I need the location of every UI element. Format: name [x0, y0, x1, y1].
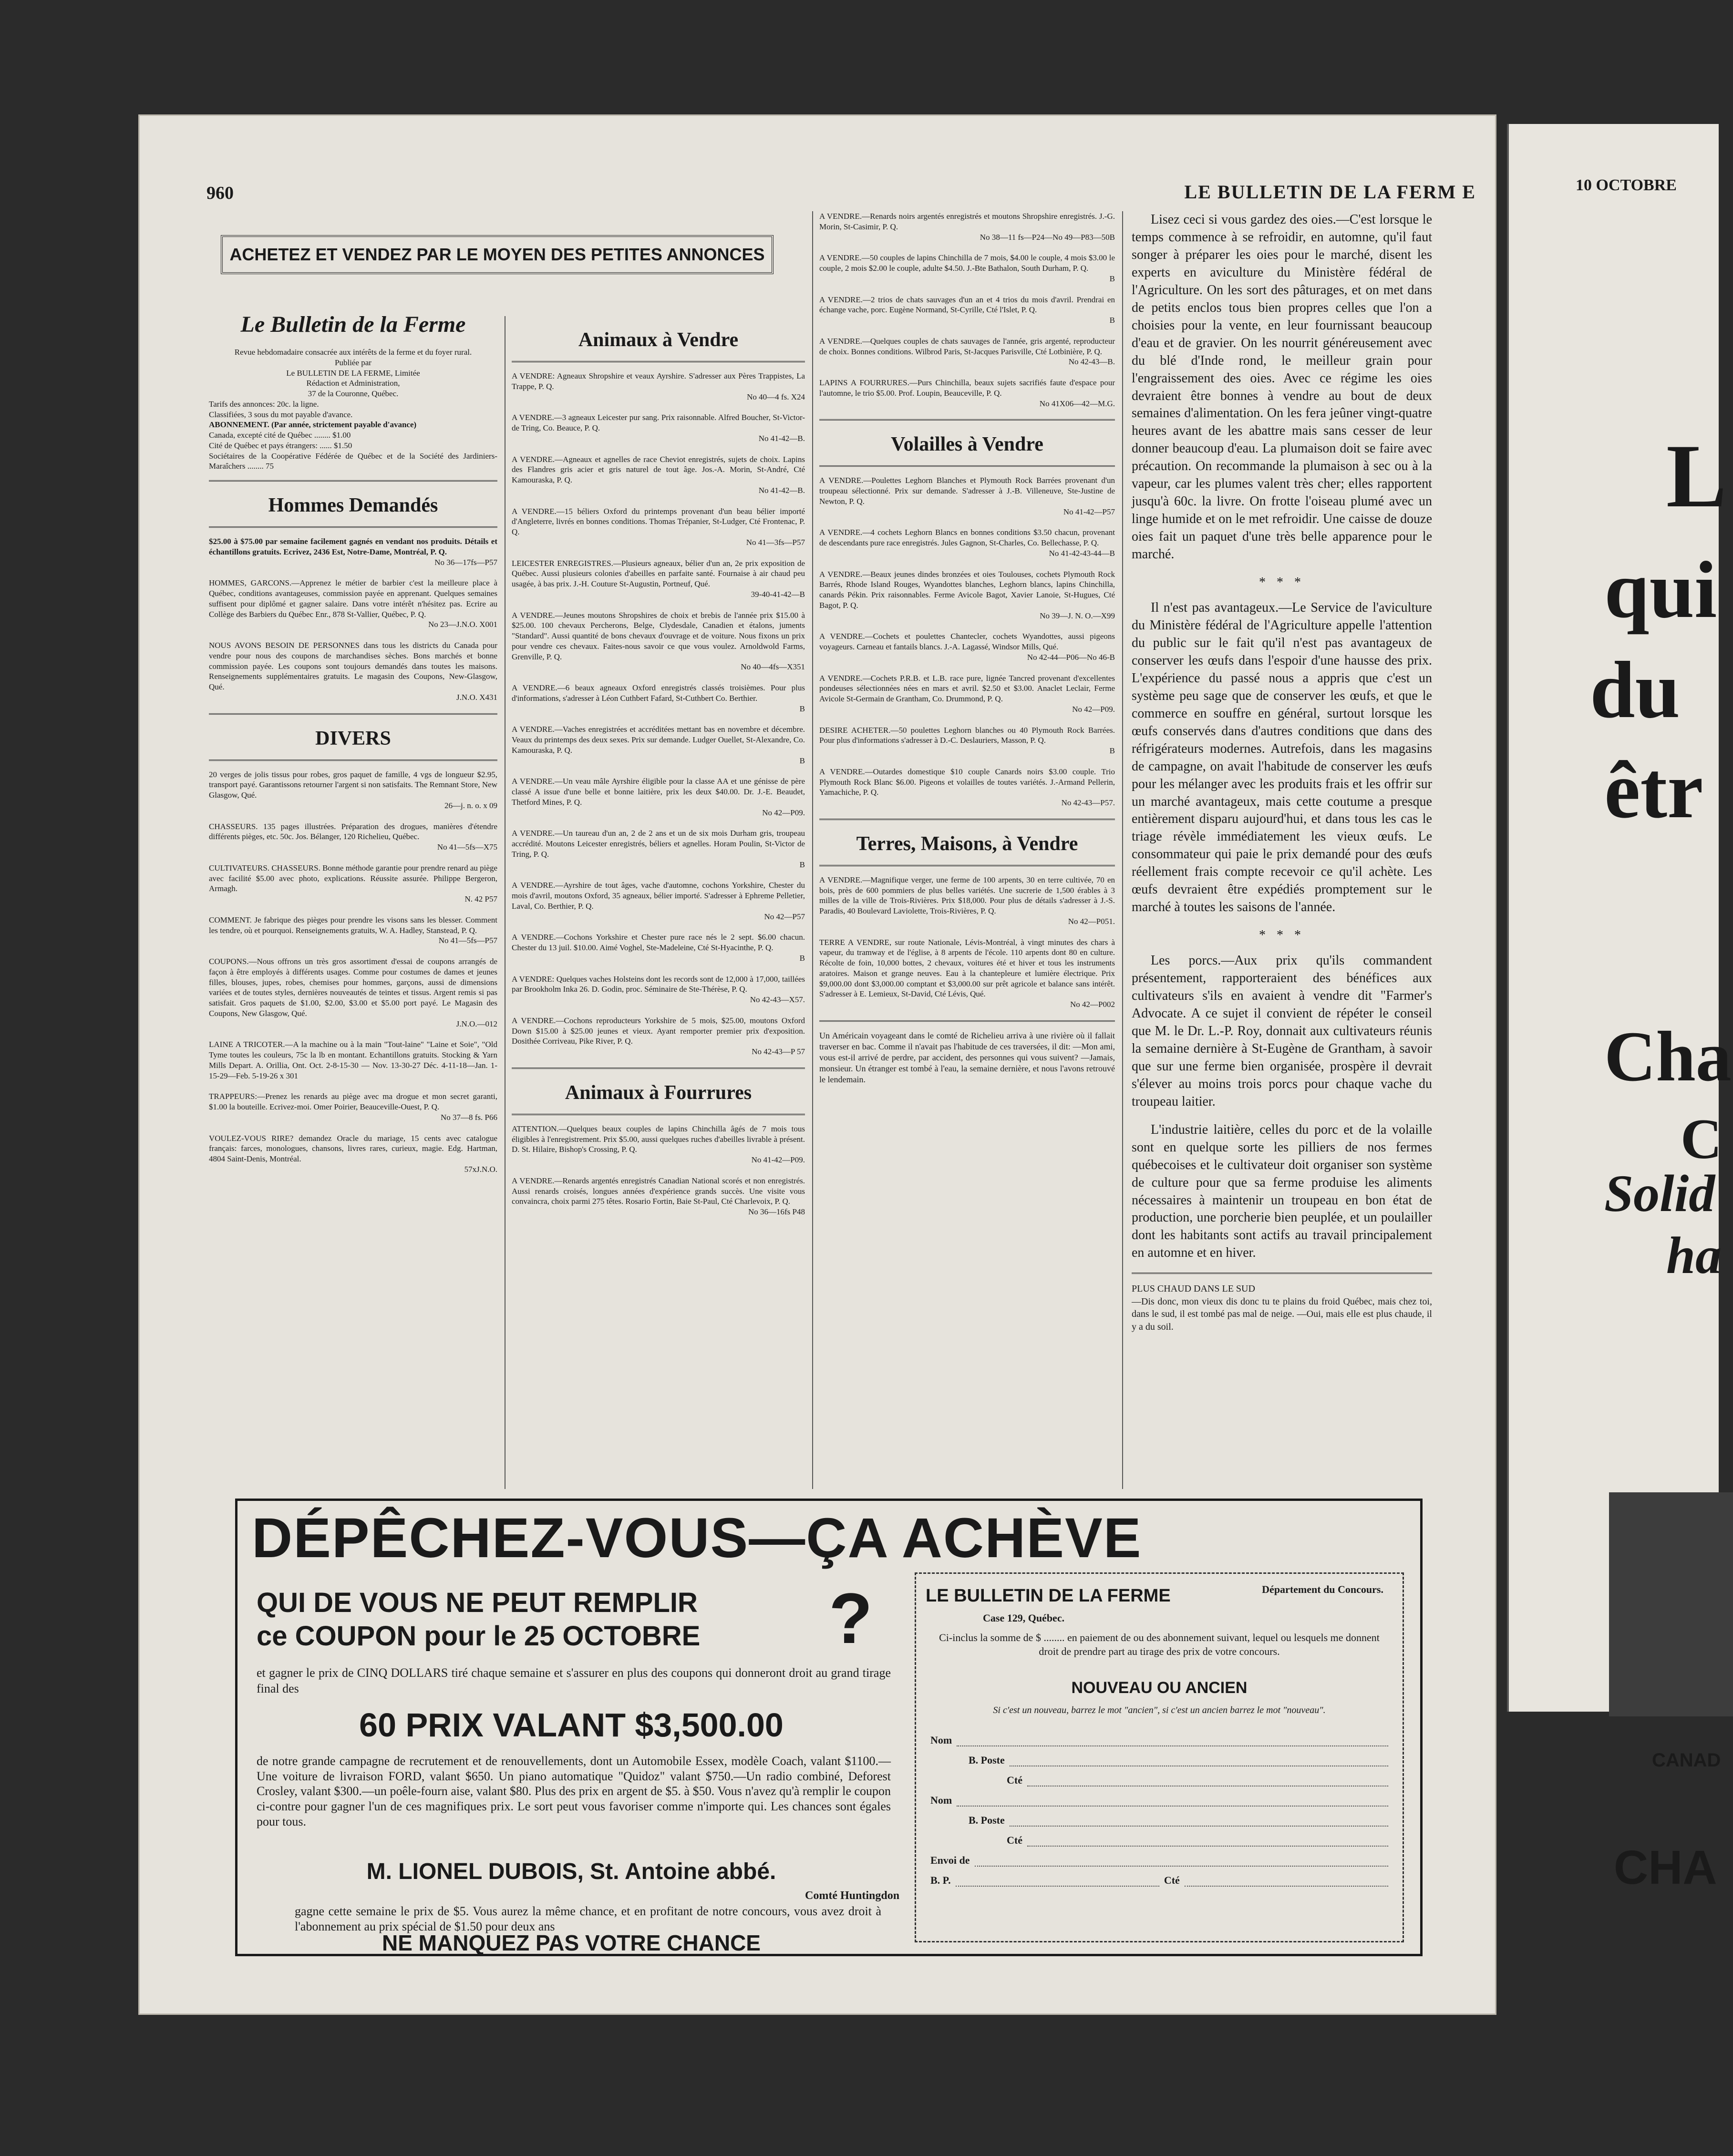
article-porcs: Les porcs.—Aux prix qu'ils commandent présentement, rapporteraient des bénéfices aux cultivateurs s'ils en avaient à vendre dit "Farmer's Advocate. A ce sujet il convient de répéter le conseil que M. le Dr. L.-P. Roy, donnait aux cultivateurs réunis la semaine dernière à St-Eugène de Grantham, à savoir que sur une ferme bien organisée, prospère il devrait s'élever au moins trois porcs pour chaque vache du troupeau laitier.: [1132, 953, 1432, 1109]
publisher-address: 37 de la Couronne, Québec.: [308, 389, 399, 398]
classified-ad: A VENDRE: Quelques vaches Holsteins dont les records sont de 12,000 à 17,000, taillées par Brookholm Inka 26. D. Godin, proc. Séminaire de Ste-Thérèse, P. Q. No 42-43—X57.: [512, 974, 805, 1004]
contest-banner: DÉPÊCHEZ-VOUS—ÇA ACHÈVE: [252, 1507, 1142, 1570]
adjacent-page-text: du: [1590, 645, 1681, 735]
county-field[interactable]: Cté: [930, 1827, 1388, 1847]
classified-ad: NOUS AVONS BESOIN DE PERSONNES dans tous les districts du Canada pour vendre pour nous des coupons de marchandises sèches. Bons marchés et bonne commission payée. Les coupons sont toujours demandés dans toutes les maisons. Renseignements supplémentaires gratuits. Le magasin des Coupons, New-Glasgow, Qué. J.N.O. X431: [209, 641, 497, 702]
coupon-instructions: Ci-inclus la somme de $ ........ en paiement de ou des abonnement suivant, lequel ou lesquels me donnent droit de prendre part au tirage des prix de votre concours.: [939, 1632, 1380, 1657]
classified-ad: LAINE A TRICOTER.—A la machine ou à la main "Tout-laine" "Laine et Soie", "Old Tyme toutes les couleurs, 75c la lb en montant. Echantillons gratuits. Stocking & Yarn Mills Depart. A. Orillia, Ont. Oct. 2-8-15-30 — Nov. 13-30-27 Déc. 4-11-18—Jan. 1-15-29—Feb. 5-19-26 x 301: [209, 1040, 497, 1080]
classified-ad: TRAPPEURS:—Prenez les renards au piège avec ma drogue et mon secret garanti, $1.00 la bouteille. Ecrivez-moi. Omer Poirier, Beauceville-Ouest, P. Q. No 37—8 fs. P66: [209, 1092, 497, 1122]
section-title-hommes: Hommes Demandés: [268, 494, 438, 516]
classified-ad: A VENDRE.—Beaux jeunes dindes bronzées et oies Toulouses, cochets Plymouth Rock Barrés, Rhode Island Rouges, Wyandottes blanches, Leghorn blancs, lapins Chinchilla, canards Pékin. Prix raisonnables. Ferme Avicole Bagot, Xavier Lanoie, St-Hugues, Cté Bagot, P. Q. No 39—J. N. O.—X99: [819, 569, 1115, 620]
article-oies: Lisez ceci si vous gardez des oies.—C'est lorsque le temps commence à se refroidir, en automne, qu'il faut songer à préparer les oies pour le marché, disent les experts en aviculture du Ministère fédéral de l'Agriculture. On les sort des pâturages, et on met dans de petits enclos tous bien propres celles que l'on a choisies pour la vente, en leur fournissant beaucoup d'eau et de gravier. On les nourrit généreusement avec du blé d'Inde rond, le meilleur grain pour l'engraissement des oies. Avec ce régime les oies devraient être bonnes à vendre au bout de deux semaines d'alimentation. On les fera jeûner vingt-quatre heures avant de les abattre mais sans cesser de leur donner beaucoup d'eau. La plumaison doit se faire avec précaution. On recommande la plumaison à sec ou à la vapeur, car les plumes valent très cher; elles rapportent jusqu'à 60c. la livre. On frotte l'oiseau plumé avec un linge humide et on le met refroidir. Une caisse de douze oies fait un paquet d'une très belle apparence pour le marché.: [1132, 212, 1432, 562]
contest-advertisement: [235, 1499, 1423, 1956]
classified-ad: A VENDRE.—Vaches enregistrées et accréditées mettant bas en novembre et décembre. Veaux du printemps des deux sexes. Prix sur demande. Ludger Ouellet, St-Alexandre, Co. Kamouraska, P. Q. B: [512, 725, 805, 765]
classified-ad: A VENDRE.—Magnifique verger, une ferme de 100 arpents, 30 en terre cultivée, 70 en bois, près de 600 pommiers de plus belles variétés. Une sucrerie de 1,500 érables à 3 milles de la ville de Trois-Rivières. Prix $18,000. Pour plus de détails s'adresser à J.-S. Paradis, 40 Boulevard Laviolette, Trois-Rivières, P. Q. No 42—P051.: [819, 875, 1115, 926]
section-title-animaux: Animaux à Vendre: [578, 329, 739, 351]
classified-ad: A VENDRE.—Cochets et poulettes Chantecler, cochets Wyandottes, aussi pigeons voyageurs. Carneau et fantails blancs. J.-A. Lagassé, Windsor Mills, Qué. No 42-44—P06—No 46-B: [819, 632, 1115, 662]
adjacent-page-text: CANAD: [1652, 1750, 1721, 1771]
column-2: [512, 316, 805, 1228]
adjacent-page-text: Cha: [1604, 1017, 1732, 1096]
section-divider: [1132, 1273, 1432, 1274]
classifieds-banner: ACHETEZ ET VENDEZ PAR LE MOYEN DES PETITES ANNONCES: [221, 235, 774, 274]
classified-rates: Classifiées, 3 sous du mot payable d'avance.: [209, 410, 353, 419]
classified-ad: A VENDRE.—Agneaux et agnelles de race Cheviot enregistrés, sujets de choix. Lapins des Flandres gris acier et gris naturel de tout âge. Jos.-A. Morin, St-André, Cté Kamouraska, P. Q. No 41-42—B.: [512, 454, 805, 495]
redaction-label: Rédaction et Administration,: [306, 379, 400, 388]
column-3: [819, 211, 1115, 1085]
rate-canada: Canada, excepté cité de Québec ........ $1.00: [209, 431, 351, 440]
classified-ad: VOULEZ-VOUS RIRE? demandez Oracle du mariage, 15 cents avec catalogue français: farces, monologues, chansons, livres rares, curieux, magie. Edg. Hartman, 4804 Saint-Denis, Montréal. 57xJ.N.O.: [209, 1133, 497, 1174]
column-1: [209, 307, 497, 1185]
classified-ad: A VENDRE.—Cochons Yorkshire et Chester pure race nés le 2 sept. $6.00 chacun. Chester du 13 juil. $10.00. Aimé Voghel, Ste-Madeleine, Cté St-Hyacinthe, P. Q. B: [512, 933, 805, 963]
classified-ad: A VENDRE.—Jeunes moutons Shropshires de choix et brebis de l'année prix $15.00 à $25.00. 100 chevaux Percherons, Belge, Clydesdale, Canadien et étalons, juments "Standard". Aussi quantité de bons chevaux d'ouvrage et de voiture. Nous fixons un prix pour vendre ces chevaux. Faites-nous savoir ce que vous voulez. Arnoldwold Farms, Grenville, P. Q. No 40—4fs—X351: [512, 610, 805, 672]
section-divider: [209, 526, 497, 528]
section-divider: [512, 1068, 805, 1069]
column-rule: [812, 211, 813, 1489]
classified-ad: LAPINS A FOURRURES.—Purs Chinchilla, beaux sujets sacrifiés faute d'espace pour l'automne, le trio $5.00. Prof. Loupin, Beauceville, P. Q. No 41X06—42—M.G.: [819, 378, 1115, 408]
ad-rates: Tarifs des annonces: 20c. la ligne.: [209, 399, 319, 409]
rate-city: Cité de Québec et pays étrangers: ...... $1.50: [209, 441, 352, 450]
classified-ad: A VENDRE.—Poulettes Leghorn Blanches et Plymouth Rock Barrées provenant d'un troupeau sélectionné. Prix sur demande. S'adresser à J.-B. Villeneuve, Ste-Justine de Newton, P. Q. No 41-42—P57: [819, 476, 1115, 516]
classified-ad: LEICESTER ENREGISTRES.—Plusieurs agneaux, bélier d'un an, 2e prix exposition de Québec. Aussi plusieurs colonies d'abeilles en parfaite santé. Fournaise à air chaud peu usagée, à bas prix. J.-H. Couture St-Augustin, Portneuf, Qué. 39-40-41-42—B: [512, 558, 805, 599]
contest-call-to-action: NE MANQUEZ PAS VOTRE CHANCE: [382, 1930, 761, 1955]
anecdote-title: PLUS CHAUD DANS LE SUD: [1132, 1283, 1255, 1294]
section-divider: [209, 713, 497, 715]
column-rule: [1122, 211, 1123, 1489]
contest-intro: et gagner le prix de CINQ DOLLARS tiré chaque semaine et s'assurer en plus des coupons qui donneront droit au grand tirage final des: [257, 1666, 891, 1695]
masthead: Le Bulletin de la Ferme: [240, 312, 466, 337]
contest-winner: M. LIONEL DUBOIS, St. Antoine abbé.: [366, 1859, 776, 1884]
name-field[interactable]: Nom: [930, 1786, 1388, 1807]
page-running-title: LE BULLETIN DE LA FERM E: [1184, 181, 1476, 203]
adjacent-page-text: qui: [1604, 545, 1717, 635]
coupon-note: Si c'est un nouveau, barrez le mot "ancien", si c'est un ancien barrez le mot "nouveau".: [993, 1705, 1326, 1715]
classified-ad: A VENDRE: Agneaux Shropshire et veaux Ayrshire. S'adresser aux Pères Trappistes, La Trappe, P. Q. No 40—4 fs. X24: [512, 371, 805, 401]
contest-description: de notre grande campagne de recrutement et de renouvellements, dont un Automobile Essex, modèle Coach, valant $1100.—Une voiture de livraison FORD, valant $650. Un piano automatique "Quidoz" valant $750.—Un radio combiné, Deforest Crosley, valant $300.—un poêle-fourn aise, valant $80. Plus des prix en argent de $5. à $50. Vous n'avez qu'à remplir le coupon ci-contre pour gagner l'un de ces magnifiques prix. Le sort peut vous favoriser comme n'importe qui. Les chances sont égales pour tous.: [257, 1754, 891, 1828]
classified-ad: HOMMES, GARCONS.—Apprenez le métier de barbier c'est la meilleure place à Québec, conditions avantageuses, commission payée en apprenant. Quelques semaines suffisent pour diplômé et gagner salaire. Dans votre intérêt n'hésitez pas. Ecrire au Collège des Barbiers du Québec Enr., 878 St-Vallier, Québec, P. Q. No 23—J.N.O. X001: [209, 578, 497, 629]
sender-field[interactable]: Envoi de: [930, 1847, 1388, 1867]
classified-ad: A VENDRE.—Renards argentés enregistrés Canadian National scorés et non enregistrés. Aussi renards croisés, longues années d'expérience grands succès. Une visite vous convaincra, choix parmi 275 têtes. Rosario Fortin, Baie St-Paul, Cté Charlevoix, P. Q. No 36—16fs P48: [512, 1176, 805, 1216]
contest-prize-total: 60 PRIX VALANT $3,500.00: [359, 1706, 784, 1744]
adjacent-page-text: Solid: [1604, 1164, 1715, 1222]
classified-ad: TERRE A VENDRE, sur route Nationale, Lévis-Montréal, à vingt minutes des chars à vapeur, du tramway et de l'église, à 8 arpents de l'école. 110 arpents dont 80 en culture. Récolte de foin, 10,000 bottes, 2 chevaux, voitures été et hiver et tous les instruments aratoires. Maison et grange neuves. Eau à la chantepleure et lumière électrique. Prix $9,000.00 dont $3,000.00 comptant et $3,000.00 sur prêt agricole et balance sans intérêt. S'adresser à E. Lemieux, St-David, Cté Lévis, Qué. No 42—P002: [819, 937, 1115, 1009]
article-oeufs: Il n'est pas avantageux.—Le Service de l'aviculture du Ministère fédéral de l'Agriculture appelle l'attention du public sur le fait qu'il n'est pas avantageux de conserver les œufs dans l'espoir d'une hausse des prix. L'expérience du passé nous a appris que c'est un système peu sage que de conserver les œufs, et que le commerce en souffre en général, surtout lorsque les œufs conservés dans d'autres conditions que dans des réfrigérateurs modernes. Autrefois, dans les magasins de campagne, on avait l'habitude de conserver les œufs pour les mélanger avec les produits frais et les offrir sur un marché avantageux, mais cette coutume a presque entièrement disparu aujourd'hui, et dans tous les cas le triage révèle immédiatement les vieux œufs. Le consommateur qui paie le prix demandé pour des œufs réellement frais compte recevoir ce qu'il achète. Les œufs devraient être expédiés promptement sur le marché à toutes les saisons de l'année.: [1132, 600, 1432, 915]
section-divider: [819, 465, 1115, 467]
classified-ad: A VENDRE.—Cochets P.R.B. et L.B. race pure, lignée Tancred provenant d'excellentes pondeuses sélectionnées nées en mars et avril. $2.50 et $3.00. Anaclet Leclair, Ferme Avicole St-Germain de Grantham, Co. Drummond, P. Q. No 42—P09.: [819, 673, 1115, 714]
classified-ad: A VENDRE.—50 couples de lapins Chinchilla de 7 mois, $4.00 le couple, 4 mois $3.00 le couple, 2 mois $2.00 le couple, adulte $4.50. J.-Bte Bathalon, South Durham, P. Q. B: [819, 253, 1115, 283]
contest-question-line1: QUI DE VOUS NE PEUT REMPLIR: [257, 1587, 698, 1618]
section-divider: [512, 361, 805, 362]
question-mark: ?: [829, 1578, 873, 1658]
classified-ad: CULTIVATEURS. CHASSEURS. Bonne méthode garantie pour prendre renard au piège avec facilité $5.00 avec photo, explications. Réussite assurée. Philippe Bergeron, Armagh. N. 42 P57: [209, 863, 497, 903]
section-title-divers: DIVERS: [315, 727, 391, 749]
section-title-volailles: Volailles à Vendre: [891, 433, 1043, 456]
classified-ad: A VENDRE.—3 agneaux Leicester pur sang. Prix raisonnable. Alfred Boucher, St-Victor-de Tring, Co. Beauce, P. Q. No 41-42—B.: [512, 413, 805, 443]
adjacent-page-date: 10 OCTOBRE: [1576, 176, 1677, 194]
section-divider: [512, 1114, 805, 1115]
section-divider: [819, 865, 1115, 866]
anecdote: —Dis donc, mon vieux dis donc tu te plains du froid Québec, mais chez toi, dans le sud, il est tombé pas mal de neige. —Oui, mais elle est plus chaude, il y a du soil.: [1132, 1296, 1432, 1332]
section-divider: [819, 419, 1115, 421]
classified-ad: A VENDRE.—Un taureau d'un an, 2 de 2 ans et un de six mois Durham gris, troupeau accrédité. Moutons Leicester enregistrés, béliers et agnelles. Horam Poulin, St-Victor de Tring, P. Q. B: [512, 829, 805, 869]
section-title-fourrures: Animaux à Fourrures: [565, 1081, 752, 1104]
section-divider: [819, 1020, 1115, 1022]
subscription-coupon: [915, 1572, 1404, 1942]
coupon-title: LE BULLETIN DE LA FERME: [926, 1586, 1171, 1606]
winner-county: Comté Huntingdon: [805, 1889, 900, 1902]
coupon-new-or-old: NOUVEAU OU ANCIEN: [1071, 1679, 1248, 1697]
section-divider: [819, 819, 1115, 820]
post-office-field[interactable]: B. Poste: [930, 1746, 1388, 1766]
contest-question-line2: ce COUPON pour le 25 OCTOBRE: [257, 1621, 701, 1652]
coupon-form: [930, 1726, 1388, 1887]
masthead-intro: Revue hebdomadaire consacrée aux intérêts de la ferme et du foyer rural.: [234, 348, 472, 357]
page-number: 960: [206, 183, 234, 203]
classified-ad: A VENDRE.—15 béliers Oxford du printemps provenant d'un beau bélier importé d'Angleterre, livrés en bonnes conditions. Thomas Trépanier, St-Ludger, Cté Frontenac, P. Q. No 41—3fs—P57: [512, 506, 805, 547]
classified-ad: COUPONS.—Nous offrons un très gros assortiment d'essai de coupons arrangés de façon à être employés à différents usages. Comme pour costumes de dames et jeunes filles, blouses, jupes, robes, chemises pour hommes, garçons, aussi de dimensions variées et de toutes styles, dernières nouveautés de teintes et tissus. Argent remis si pas satisfait. Gros paquets de $1.00, $2.00, $3.00 et $5.00 port payé. Le Magasin des Coupons, New Glasgow, Qué. J.N.O.—012: [209, 957, 497, 1028]
classified-ad: COMMENT. Je fabrique des pièges pour prendre les visons sans les blesser. Comment les tendre, où et pourquoi. Renseignements gratuits, W. A. Hadley, Stanstead, P. Q. No 41—5fs—P57: [209, 915, 497, 945]
adjacent-page-text: ha: [1666, 1226, 1722, 1284]
section-divider: [209, 760, 497, 761]
classified-ad: $25.00 à $75.00 par semaine facilement gagnés en vendant nos produits. Détails et échantillons gratuits. Ecrivez, 2436 Est, Notre-Dame, Montréal, P. Q. No 36—17fs—P57: [209, 537, 497, 567]
classified-ad: CHASSEURS. 135 pages illustrées. Préparation des drogues, manières d'étendre différents pièges, etc. 50c. Jos. Bélanger, 120 Richelieu, Québec. No 41—5fs—X75: [209, 821, 497, 852]
newspaper-page: [138, 114, 1496, 2015]
adjacent-page-headline-letter: L: [1666, 426, 1727, 526]
name-field[interactable]: Nom: [930, 1726, 1388, 1746]
column-4: [1132, 211, 1432, 1333]
classified-ad: 20 verges de jolis tissus pour robes, gros paquet de famille, 4 vgs de longueur $2.95, transport payé. Garantissons retourner l'argent si non satisfaits. The Remnant Store, New Glasgow, Qué. 26—j. n. o. x 09: [209, 770, 497, 810]
separator-stars: * * *: [1259, 928, 1305, 943]
classified-ad: A VENDRE.—Outardes domestique $10 couple Canards noirs $3.00 couple. Trio Plymouth Rock Blanc $6.00. Pigeons et volailles de toutes variétés. J.-Armand Pellerin, Yamachiche, P. Q. No 42-43—P57.: [819, 767, 1115, 807]
classified-ad: A VENDRE.—4 cochets Leghorn Blancs en bonnes conditions $3.50 chacun, provenant de descendants pure race enregistrés. Jules Gagnon, St-Charles, Co. Bellechasse, P. Q. No 41-42-43-44—B: [819, 528, 1115, 558]
classified-ad: A VENDRE.—Un veau mâle Ayrshire éligible pour la classe AA et une génisse de père classé A issue d'une belle et bonne laitière, prix les deux $40.00. Dr. J.-E. Beaudet, Thetford Mines, P. Q. No 42—P09.: [512, 777, 805, 817]
classified-ad: DESIRE ACHETER.—50 poulettes Leghorn blanches ou 40 Plymouth Rock Barrées. Pour plus d'informations s'adresser à D.-C. Deslauriers, Masson, P. Q. B: [819, 725, 1115, 755]
adjacent-page-photo: [1609, 1492, 1733, 1716]
adjacent-page-text: CHA: [1614, 1841, 1717, 1894]
post-office-field[interactable]: B. Poste: [930, 1807, 1388, 1827]
rate-members: Sociétaires de la Coopérative Fédérée de Québec et de la Société des Jardiniers-Maraîchers ........ 75: [209, 451, 497, 471]
county-field[interactable]: Cté: [930, 1766, 1388, 1786]
article-industrie: L'industrie laitière, celles du porc et de la volaille sont en quelque sorte les pilliers de nos fermes québecoises et le cultivateur doit organiser son système de culture pour que sa ferme produise les aliments nécessaires à maintenir un troupeau en bon état de production, une porcherie bien peuplée, et un poulailler dont les habitants sont actifs au travail principalement en automne et en hiver.: [1132, 1122, 1432, 1261]
classified-ad: A VENDRE.—6 beaux agneaux Oxford enregistrés classés troisièmes. Pour plus d'informations, s'adresser à Léon Cuthbert Fafard, St-Cuthbert Co. Berthier. B: [512, 683, 805, 713]
publisher-label: Publiée par: [335, 358, 371, 367]
adjacent-page-text: êtr: [1604, 745, 1703, 835]
separator-stars: * * *: [1259, 575, 1305, 590]
coupon-address: Case 129, Québec.: [983, 1612, 1065, 1624]
coupon-department: Département du Concours.: [1262, 1583, 1383, 1595]
classified-ad: ATTENTION.—Quelques beaux couples de lapins Chinchilla âgés de 7 mois tous éligibles à l'enregistrement. Prix $5.00, aussi quelques ruches d'abeilles livrable à présent. D. St. Hilaire, Bishop's Crossing, P. Q. No 41-42—P09.: [512, 1124, 805, 1164]
section-title-terres: Terres, Maisons, à Vendre: [856, 832, 1078, 855]
subscription-heading: ABONNEMENT. (Par année, strictement payable d'avance): [209, 420, 417, 430]
adjacent-page-text: C: [1681, 1107, 1722, 1170]
adjacent-page: [1507, 124, 1732, 1894]
sender-post-office-field[interactable]: B. P. Cté: [930, 1867, 1388, 1887]
winner-description: gagne cette semaine le prix de $5. Vous aurez la même chance, et en profitant de notre concours, vous avez droit à l'abonnement au prix spécial de $1.50 pour deux ans: [295, 1904, 881, 1933]
classified-ad: A VENDRE.—2 trios de chats sauvages d'un an et 4 trios du mois d'avril. Prendrai en échange vache, porc. Eugène Normand, St-Cyrille, Cté l'Islet, P. Q. B: [819, 295, 1115, 325]
section-divider: [209, 480, 497, 482]
classified-ad: A VENDRE.—Ayrshire de tout âges, vache d'automne, cochons Yorkshire, Chester du mois d'avril, moutons Oxford, 35 agneaux, bélier importé. S'adresser à Ephreme Pelletier, Laval, Co. Berthier, P. Q. No 42—P57: [512, 881, 805, 921]
publisher-name: Le BULLETIN DE LA FERME, Limitée: [286, 368, 420, 378]
classified-ad: A VENDRE.—Quelques couples de chats sauvages de l'année, gris argenté, reproducteur de choix. Bonnes conditions. Wilbrod Paris, St-Jacques Parisville, Cté Lotbinière, P. Q. No 42-43—B.: [819, 336, 1115, 367]
anecdote: Un Américain voyageant dans le comté de Richelieu arriva à une rivière où il fallait traverser en bac. Comme il n'avait pas l'habitude de ces traversées, il dit: —Mon ami, vous est-il arrivé de perdre, par accident, des personnes qui vous suivent? —Jamais, monsieur. Un étranger est tombé à l'eau, la semaine dernière, et nous l'avons retrouvé le lendemain.: [819, 1030, 1115, 1084]
classified-ad: A VENDRE.—Renards noirs argentés enregistrés et moutons Shropshire enregistrés. J.-G. Morin, St-Casimir, P. Q. No 38—11 fs—P24—No 49—P83—50B: [819, 212, 1115, 242]
classified-ad: A VENDRE.—Cochons reproducteurs Yorkshire de 5 mois, $25.00, moutons Oxford Down $15.00 à $25.00 jeunes et vieux. Ayant remporter premier prix d'exposition. Dosithée Corriveau, Pike River, P. Q. No 42-43—P 57: [512, 1016, 805, 1056]
